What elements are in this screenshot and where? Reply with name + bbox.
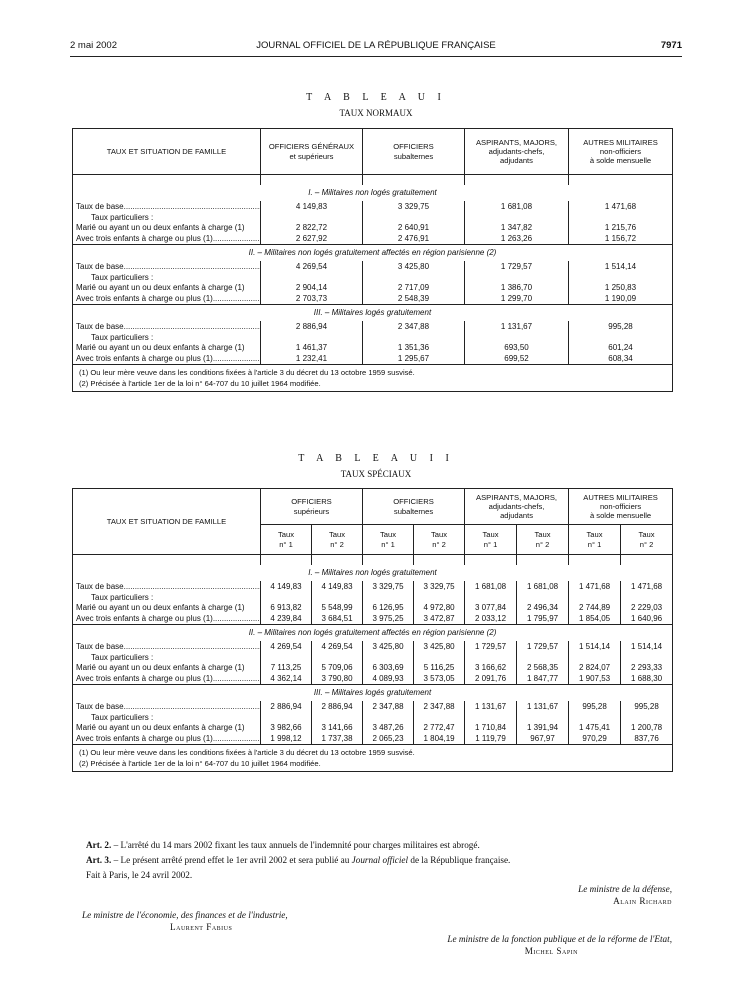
table-cell-value: 3 329,75 — [363, 201, 465, 213]
table-cell-value: 2 476,91 — [363, 233, 465, 245]
table-cell-value: 1 681,08 — [465, 581, 517, 593]
table-cell-value: 1 131,67 — [465, 321, 569, 333]
table-cell-value: 4 149,83 — [261, 201, 363, 213]
table-cell-value: 4 269,54 — [261, 641, 312, 653]
table1-note-1: (1) Ou leur mère veuve dans les conditions fixées à l'article 3 du décret du 13 octobre 1959 susvisé. — [79, 368, 415, 377]
table-row: Taux de base ..... 4 149,83 4 149,83 3 329,75 3 329,75 1 681,08 1 681,08 1 471,68 1 471,68 — [73, 581, 673, 593]
table-cell-value: 1 710,84 — [465, 723, 517, 733]
table-cell-value: 5 548,99 — [312, 603, 363, 613]
table-cell-value: 2 824,07 — [569, 663, 621, 673]
table-cell-value: 2 822,72 — [261, 223, 363, 233]
table-cell-value: 2 627,92 — [261, 233, 363, 245]
table1-col-officiers-generaux: OFFICIERS GÉNÉRAUX et supérieurs — [261, 129, 363, 175]
table-row: Avec trois enfants à charge ou plus (1) ..... 2 627,92 2 476,91 1 263,26 1 156,72 — [73, 233, 673, 245]
table-cell-value: 1 200,78 — [621, 723, 673, 733]
table-row: Taux de base ..... 4 269,54 4 269,54 3 425,80 3 425,80 1 729,57 1 729,57 1 514,14 1 514,14 — [73, 641, 673, 653]
table-cell-value: 3 982,66 — [261, 723, 312, 733]
table-cell-value: 2 229,03 — [621, 603, 673, 613]
fait-a-paris: Fait à Paris, le 24 avril 2002. — [86, 870, 193, 880]
article-3: Art. 3. – Le présent arrêté prend effet le 1er avril 2002 et sera publié au Journal officiel de la République française. — [86, 855, 511, 865]
table-cell-value: 1 729,57 — [517, 641, 569, 653]
table-row: Avec trois enfants à charge ou plus (1) ..... 4 239,84 3 684,51 3 975,25 3 472,87 2 033,12 1 795,97 1 854,05 1 640,96 — [73, 613, 673, 625]
table-cell-value: 1 471,68 — [569, 201, 673, 213]
table-cell-value: 2 772,47 — [414, 723, 465, 733]
table-cell-value: 1 351,36 — [363, 343, 465, 353]
table-cell-value: 1 729,57 — [465, 261, 569, 273]
table-cell-value: 1 386,70 — [465, 283, 569, 293]
table-cell-value: 4 239,84 — [261, 613, 312, 625]
table-cell-value: 970,29 — [569, 733, 621, 745]
table-cell-value: 3 329,75 — [363, 581, 414, 593]
table1: TAUX ET SITUATION DE FAMILLE OFFICIERS GÉNÉRAUX et supérieurs OFFICIERS subalternes ASPIRANTS, MAJORS, adjudants-chefs, adjudants AUTRES MILITAIRES non-officiers à solde mensuelle I. – Militaires non logés gratuitement Taux de base ..... 4 149,83 3 329,75 1 681,08 1 471,68 Taux particuliers : Marié ou ayant un ou deux enfants à charge (1) 2 822,72 2 640,91 1 347,82 1 215,76 Avec trois enfants à charge ou plus (1) ..... 2 627,92 2 476,91 1 263,26 1 156,72 II. – Militaires non logés gratuitement affectés en région parisienne (2) Taux de base ..... 4 269,54 3 425,80 1 729,57 1 514,14 Taux particuliers : Marié ou ayant un ou deux enfants à charge (1) 2 904,14 2 717,09 1 386,70 1 250,83 Avec trois enfants à charge ou plus (1) ..... 2 703,73 2 548,39 1 299,70 1 190,09 III. – Militaires logés gratuitement Taux de base ..... 2 886,94 2 347,88 1 131,67 995,28 Taux particuliers : Marié ou ayant un ou deux enfants à charge (1) 1 461,37 1 351,36 693,50 601,24 Avec trois enfants à charge ou plus (1) ..... 1 232,41 1 295,67 699,52 608,34 (1) Ou leur mère veuve dans les conditions fixées à l'article 3 du décret du 13 octobre 1959 susvisé. (2) Précisée à l'article 1er de la loi n° 64-707 du 10 juillet 1964 modifiée. — [72, 128, 673, 392]
table-row: Marié ou ayant un ou deux enfants à charge (1) 2 822,72 2 640,91 1 347,82 1 215,76 — [73, 223, 673, 233]
table-cell-value: 1 215,76 — [569, 223, 673, 233]
table-cell-value: 699,52 — [465, 353, 569, 365]
table-cell-value: 3 472,87 — [414, 613, 465, 625]
table-cell-value: 3 425,80 — [363, 641, 414, 653]
table-cell-value: 2 091,76 — [465, 673, 517, 685]
table1-subtitle: TAUX NORMAUX — [339, 108, 413, 118]
table1-header-row — [73, 129, 673, 175]
table-cell-value: 2 717,09 — [363, 283, 465, 293]
table-cell-value: 1 156,72 — [569, 233, 673, 245]
table1-section-2: II. – Militaires non logés gratuitement affectés en région parisienne (2) — [248, 248, 497, 258]
table-cell-value: 995,28 — [569, 321, 673, 333]
table-cell-value: 1 250,83 — [569, 283, 673, 293]
table-cell-value: 4 269,54 — [312, 641, 363, 653]
table1-col-situation: TAUX ET SITUATION DE FAMILLE — [73, 129, 261, 175]
table-cell-value: 2 347,88 — [363, 701, 414, 713]
table1-note-2: (2) Précisée à l'article 1er de la loi n° 64-707 du 10 juillet 1964 modifiée. — [79, 378, 321, 388]
table-cell-value: 1 471,68 — [621, 581, 673, 593]
table-cell-value: 2 904,14 — [261, 283, 363, 293]
table-cell-value: 1 514,14 — [569, 261, 673, 273]
table-row: Taux de base ..... 4 269,54 3 425,80 1 729,57 1 514,14 — [73, 261, 673, 273]
table2-col-officiers-superieurs: OFFICIERS supérieurs — [261, 489, 363, 525]
table-cell-value: 1 847,77 — [517, 673, 569, 685]
table-cell-value: 2 548,39 — [363, 293, 465, 305]
table-cell-value: 1 347,82 — [465, 223, 569, 233]
table-cell-value: 1 640,96 — [621, 613, 673, 625]
table-cell-value: 3 573,05 — [414, 673, 465, 685]
table-row: Avec trois enfants à charge ou plus (1) ..... 1 998,12 1 737,38 2 065,23 1 804,19 1 119,79 967,97 970,29 837,76 — [73, 733, 673, 745]
table2: TAUX ET SITUATION DE FAMILLE OFFICIERS supérieurs OFFICIERS subalternes ASPIRANTS, MAJORS, adjudants-chefs, adjudants AUTRES MILITAIRES non-officiers à solde mensuelle Taux n° 1 Taux n° 2 Taux n° 1 Taux n° 2 Taux n° 1 Taux n° 2 Taux n° 1 Taux n° 2 I. – Militaires non logés gratuitement Taux de base ..... 4 149,83 4 149,83 3 329,75 3 329,75 1 681,08 1 681,08 1 471,68 1 471,68 Taux particuliers : Marié ou ayant un ou deux enfants à charge (1) 6 913,82 5 548,99 6 126,95 4 972,80 3 077,84 2 496,34 2 744,89 2 229,03 Avec trois enfants à charge ou plus (1) ..... 4 239,84 3 684,51 3 975,25 3 472,87 2 033,12 1 795,97 1 854,05 1 640,96 II. – Militaires non logés gratuitement affectés en région parisienne (2) Taux de base ..... 4 269,54 4 269,54 3 425,80 3 425,80 1 729,57 1 729,57 1 514,14 1 514,14 Taux particuliers : Marié ou ayant un ou deux enfants à charge (1) 7 113,25 5 709,06 6 303,69 5 116,25 3 166,62 2 568,35 2 824,07 2 293,33 Avec trois enfants à charge ou plus (1) ..... 4 362,14 3 790,80 4 089,93 3 573,05 2 091,76 1 847,77 1 907,53 1 688,30 III. – Militaires logés gratuitement Taux de base ..... 2 886,94 2 886,94 2 347,88 2 347,88 1 131,67 1 131,67 995,28 995,28 Taux particuliers : Marié ou ayant un ou deux enfants à charge (1) 3 982,66 3 141,66 3 487,26 2 772,47 1 710,84 1 391,94 1 475,41 1 200,78 Avec trois enfants à charge ou plus (1) ..... 1 998,12 1 737,38 2 065,23 1 804,19 1 119,79 967,97 970,29 837,76 (1) Ou leur mère veuve dans les conditions fixées à l'article 3 du décret du 13 octobre 1959 susvisé. (2) Précisée à l'article 1er de la loi n° 64-707 du 10 juillet 1964 modifiée. — [72, 488, 673, 772]
signature-fonction-publique-name: Michel Sapin — [524, 946, 578, 956]
table-cell-value: 6 913,82 — [261, 603, 312, 613]
table-cell-value: 3 975,25 — [363, 613, 414, 625]
table-cell-value: 995,28 — [621, 701, 673, 713]
table1-title: T A B L E A U I — [306, 92, 446, 103]
table-cell-value: 3 425,80 — [363, 261, 465, 273]
table-row: Marié ou ayant un ou deux enfants à charge (1) 1 461,37 1 351,36 693,50 601,24 — [73, 343, 673, 353]
header-page-number: 7971 — [660, 40, 682, 51]
table-cell-value: 1 119,79 — [465, 733, 517, 745]
signature-defense-name: Alain Richard — [613, 896, 672, 906]
table-row: Marié ou ayant un ou deux enfants à charge (1) 7 113,25 5 709,06 6 303,69 5 116,25 3 166,62 2 568,35 2 824,07 2 293,33 — [73, 663, 673, 673]
table2-subtitle: TAUX SPÉCIAUX — [340, 469, 412, 479]
table-cell-value: 4 089,93 — [363, 673, 414, 685]
table-cell-value: 2 033,12 — [465, 613, 517, 625]
table-cell-value: 3 684,51 — [312, 613, 363, 625]
table-cell-value: 3 077,84 — [465, 603, 517, 613]
table-cell-value: 2 065,23 — [363, 733, 414, 745]
table-cell-value: 4 149,83 — [261, 581, 312, 593]
table-cell-value: 3 790,80 — [312, 673, 363, 685]
table-cell-value: 4 972,80 — [414, 603, 465, 613]
table-row: Avec trois enfants à charge ou plus (1) ..... 4 362,14 3 790,80 4 089,93 3 573,05 2 091,76 1 847,77 1 907,53 1 688,30 — [73, 673, 673, 685]
table-cell-value: 3 166,62 — [465, 663, 517, 673]
header-journal-title: JOURNAL OFFICIEL DE LA RÉPUBLIQUE FRANÇAISE — [256, 40, 496, 51]
table2-note-2: (2) Précisée à l'article 1er de la loi n° 64-707 du 10 juillet 1964 modifiée. — [79, 758, 321, 768]
table-cell-value: 1 190,09 — [569, 293, 673, 305]
table-cell-value: 5 116,25 — [414, 663, 465, 673]
table-cell-value: 1 131,67 — [465, 701, 517, 713]
table-cell-value: 4 149,83 — [312, 581, 363, 593]
table-cell-value: 1 681,08 — [517, 581, 569, 593]
table-cell-value: 1 131,67 — [517, 701, 569, 713]
header-rule — [70, 56, 682, 57]
table-cell-value: 601,24 — [569, 343, 673, 353]
table-row: Marié ou ayant un ou deux enfants à charge (1) 2 904,14 2 717,09 1 386,70 1 250,83 — [73, 283, 673, 293]
table2-col-officiers-subalternes: OFFICIERS subalternes — [363, 489, 465, 525]
article-2: Art. 2. – L'arrêté du 14 mars 2002 fixant les taux annuels de l'indemnité pour charges militaires est abrogé. — [86, 840, 480, 850]
table1-section-1: I. – Militaires non logés gratuitement — [308, 187, 437, 197]
table-cell-value: 1 299,70 — [465, 293, 569, 305]
table-cell-value: 2 744,89 — [569, 603, 621, 613]
table-cell-value: 2 886,94 — [261, 321, 363, 333]
table-row: Taux de base ..... 2 886,94 2 347,88 1 131,67 995,28 — [73, 321, 673, 333]
signature-economie-title: Le ministre de l'économie, des finances et de l'industrie, — [82, 910, 288, 920]
table-cell-value: 1 471,68 — [569, 581, 621, 593]
table2-section-1: I. – Militaires non logés gratuitement — [308, 567, 437, 577]
table-cell-value: 1 263,26 — [465, 233, 569, 245]
table-cell-value: 3 487,26 — [363, 723, 414, 733]
table1-section-3: III. – Militaires logés gratuitement — [313, 308, 432, 318]
table2-col-situation: TAUX ET SITUATION DE FAMILLE — [73, 489, 261, 555]
table-cell-value: 1 729,57 — [465, 641, 517, 653]
table-cell-value: 837,76 — [621, 733, 673, 745]
table-cell-value: 1 998,12 — [261, 733, 312, 745]
table-cell-value: 1 804,19 — [414, 733, 465, 745]
table-cell-value: 1 391,94 — [517, 723, 569, 733]
table2-title: T A B L E A U I I — [298, 453, 454, 464]
table-row: Marié ou ayant un ou deux enfants à charge (1) 3 982,66 3 141,66 3 487,26 2 772,47 1 710,84 1 391,94 1 475,41 1 200,78 — [73, 723, 673, 733]
table-cell-value: 6 303,69 — [363, 663, 414, 673]
table-row: Avec trois enfants à charge ou plus (1) ..... 1 232,41 1 295,67 699,52 608,34 — [73, 353, 673, 365]
table-cell-value: 1 232,41 — [261, 353, 363, 365]
table1-col-officiers-subalternes: OFFICIERS subalternes — [363, 129, 465, 175]
table-cell-value: 1 681,08 — [465, 201, 569, 213]
table-row: Taux de base ..... 2 886,94 2 886,94 2 347,88 2 347,88 1 131,67 1 131,67 995,28 995,28 — [73, 701, 673, 713]
table-cell-value: 2 703,73 — [261, 293, 363, 305]
table-cell-value: 4 362,14 — [261, 673, 312, 685]
table1-col-aspirants: ASPIRANTS, MAJORS, adjudants-chefs, adjudants — [465, 129, 569, 175]
table-cell-value: 1 461,37 — [261, 343, 363, 353]
header-date: 2 mai 2002 — [70, 40, 118, 51]
table-cell-value: 6 126,95 — [363, 603, 414, 613]
table-cell-value: 1 854,05 — [569, 613, 621, 625]
signature-defense-title: Le ministre de la défense, — [578, 884, 672, 894]
table-cell-value: 693,50 — [465, 343, 569, 353]
table-row: Avec trois enfants à charge ou plus (1) ..... 2 703,73 2 548,39 1 299,70 1 190,09 — [73, 293, 673, 305]
table-cell-value: 3 425,80 — [414, 641, 465, 653]
table2-section-3: III. – Militaires logés gratuitement — [313, 688, 432, 698]
table-row: Taux de base ..... 4 149,83 3 329,75 1 681,08 1 471,68 — [73, 201, 673, 213]
table-cell-value: 2 496,34 — [517, 603, 569, 613]
page-header — [70, 40, 682, 54]
table-cell-value: 1 514,14 — [569, 641, 621, 653]
table-cell-value: 995,28 — [569, 701, 621, 713]
table-cell-value: 1 688,30 — [621, 673, 673, 685]
table2-col-autres: AUTRES MILITAIRES non-officiers à solde mensuelle — [569, 489, 673, 525]
table2-subheader-row: Taux n° 1 Taux n° 2 Taux n° 1 Taux n° 2 Taux n° 1 Taux n° 2 Taux n° 1 Taux n° 2 — [73, 525, 673, 555]
table-cell-value: 3 329,75 — [414, 581, 465, 593]
table-cell-value: 967,97 — [517, 733, 569, 745]
table-cell-value: 7 113,25 — [261, 663, 312, 673]
table2-section-2: II. – Militaires non logés gratuitement affectés en région parisienne (2) — [248, 628, 497, 638]
table-cell-value: 1 475,41 — [569, 723, 621, 733]
table-cell-value: 608,34 — [569, 353, 673, 365]
table2-note-1: (1) Ou leur mère veuve dans les conditions fixées à l'article 3 du décret du 13 octobre 1959 susvisé. — [79, 748, 415, 757]
table-cell-value: 1 737,38 — [312, 733, 363, 745]
table-cell-value: 2 347,88 — [414, 701, 465, 713]
table-cell-value: 2 886,94 — [261, 701, 312, 713]
table1-col-autres: AUTRES MILITAIRES non-officiers à solde mensuelle — [569, 129, 673, 175]
table-cell-value: 1 907,53 — [569, 673, 621, 685]
table-cell-value: 2 640,91 — [363, 223, 465, 233]
table2-header-row — [73, 489, 673, 525]
signature-economie-name: Laurent Fabius — [170, 922, 233, 932]
table-cell-value: 2 347,88 — [363, 321, 465, 333]
table-cell-value: 3 141,66 — [312, 723, 363, 733]
table-cell-value: 5 709,06 — [312, 663, 363, 673]
signature-fonction-publique-title: Le ministre de la fonction publique et de la réforme de l'Etat, — [447, 934, 672, 944]
table-cell-value: 2 886,94 — [312, 701, 363, 713]
table-cell-value: 1 295,67 — [363, 353, 465, 365]
table-cell-value: 1 795,97 — [517, 613, 569, 625]
table-cell-value: 2 293,33 — [621, 663, 673, 673]
table-row: Marié ou ayant un ou deux enfants à charge (1) 6 913,82 5 548,99 6 126,95 4 972,80 3 077,84 2 496,34 2 744,89 2 229,03 — [73, 603, 673, 613]
table-cell-value: 2 568,35 — [517, 663, 569, 673]
table-cell-value: 1 514,14 — [621, 641, 673, 653]
table2-col-aspirants: ASPIRANTS, MAJORS, adjudants-chefs, adjudants — [465, 489, 569, 525]
table-cell-value: 4 269,54 — [261, 261, 363, 273]
